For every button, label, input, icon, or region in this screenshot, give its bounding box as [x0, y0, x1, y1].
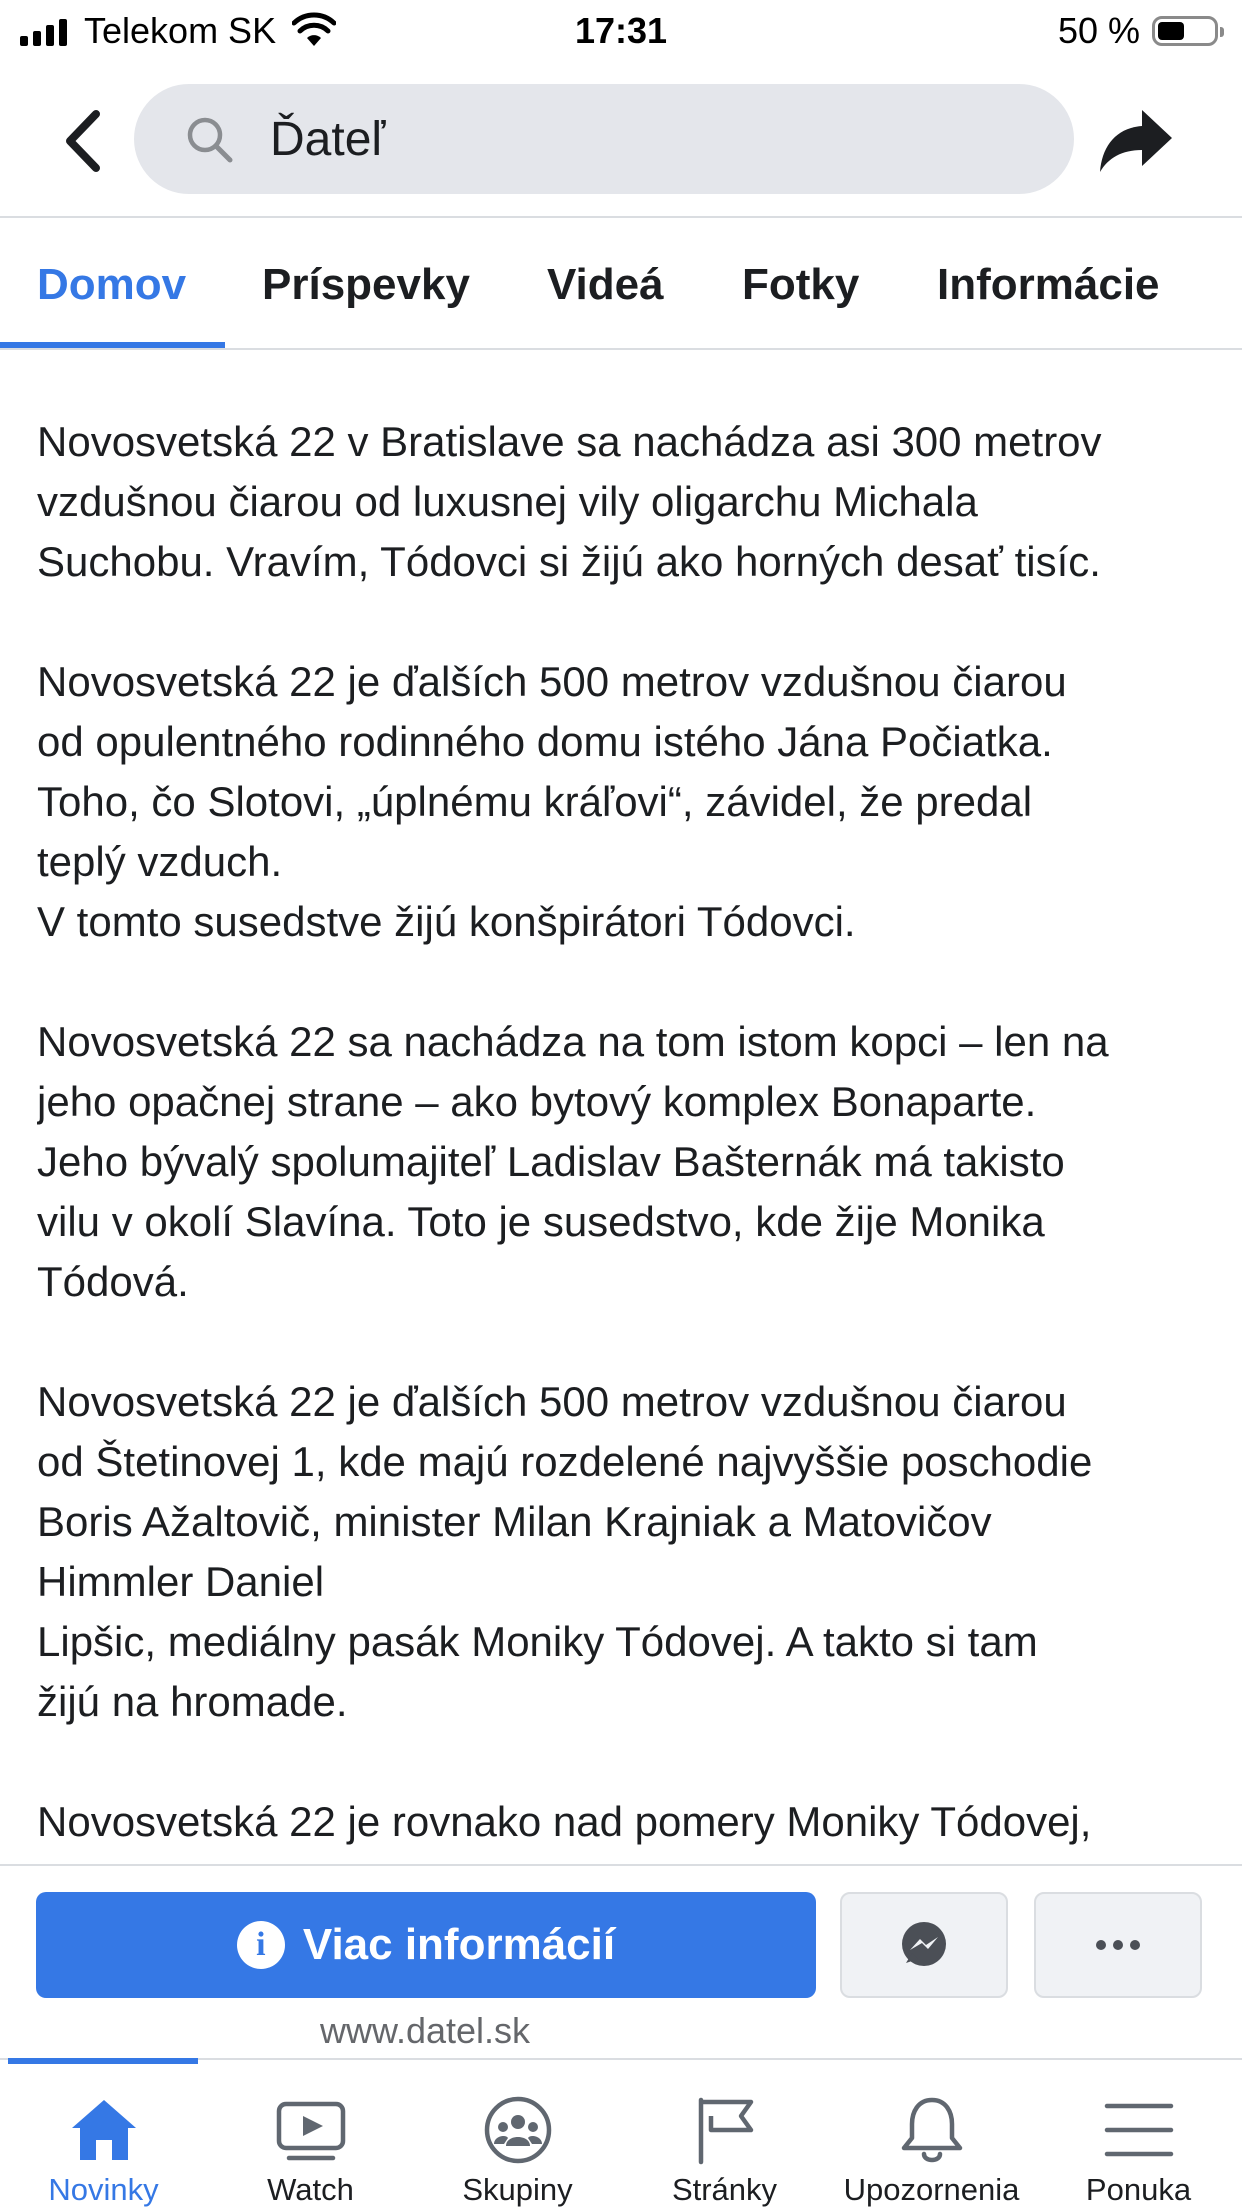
- bell-icon: [896, 2094, 968, 2166]
- groups-icon: [482, 2094, 554, 2166]
- carrier-label: Telekom SK: [84, 10, 277, 51]
- paragraph: Novosvetská 22 sa nachádza na tom istom kopci – len na jeho opačnej strane – ako bytový komplex Bonaparte. Jeho bývalý spolumajiteľ Ladislav Bašternák má takisto vilu v okolí Slavína. Toto je susedstvo, kde žije Monika Tódová.: [37, 1018, 1109, 1305]
- share-arrow-icon[interactable]: [1096, 106, 1176, 176]
- nav-label: Watch: [267, 2172, 354, 2207]
- nav-label: Stránky: [671, 2172, 778, 2207]
- tab-fotky[interactable]: Fotky: [742, 260, 860, 309]
- info-icon: i: [237, 1921, 285, 1969]
- more-info-button[interactable]: [36, 1892, 816, 1998]
- action-bar: [0, 1864, 1242, 2062]
- paragraph: Novosvetská 22 je rovnako nad pomery Moniky Tódovej,: [37, 1798, 1092, 1845]
- watch-icon: [275, 2094, 347, 2166]
- chevron-left-icon[interactable]: [56, 106, 112, 176]
- nav-item-novinky[interactable]: [0, 2060, 207, 2210]
- about-text: [37, 412, 1217, 1862]
- status-bar: [0, 0, 1242, 62]
- battery-icon: [1152, 16, 1218, 46]
- clock: 17:31: [574, 10, 668, 51]
- nav-item-watch[interactable]: [207, 2060, 414, 2210]
- flag-icon: [689, 2094, 761, 2166]
- home-icon: [68, 2094, 140, 2166]
- menu-icon: [1103, 2094, 1175, 2166]
- page-tabs: [0, 216, 1242, 350]
- nav-item-ponuka[interactable]: [1035, 2060, 1242, 2210]
- battery-percentage: 50 %: [1057, 10, 1140, 51]
- paragraph: Novosvetská 22 v Bratislave sa nachádza asi 300 metrov vzdušnou čiarou od luxusnej vily oligarchu Michala Suchobu. Vravím, Tódovci si žijú ako horných desať tisíc.: [37, 418, 1102, 585]
- messenger-icon: [898, 1919, 950, 1971]
- tab-prispevky[interactable]: Príspevky: [262, 260, 470, 309]
- more-options-button[interactable]: [1034, 1892, 1202, 1998]
- website-link[interactable]: www.datel.sk: [319, 2010, 531, 2051]
- nav-label: Novinky: [48, 2172, 159, 2207]
- more-info-label: Viac informácií: [302, 1920, 616, 1969]
- nav-item-upozornenia[interactable]: [828, 2060, 1035, 2210]
- search-icon: [184, 114, 234, 164]
- tab-videa[interactable]: Videá: [547, 260, 664, 309]
- nav-label: Skupiny: [462, 2172, 573, 2207]
- paragraph: Novosvetská 22 je ďalších 500 metrov vzdušnou čiarou od opulentného rodinného domu istého Jána Počiatka. Toho, čo Slotovi, „úplnému kráľovi“, závidel, že predal teplý vzduch. V tomto susedstve žijú konšpirátori Tódovci.: [37, 658, 1067, 945]
- search-bar[interactable]: [134, 84, 1074, 194]
- nav-label: Ponuka: [1085, 2172, 1192, 2207]
- nav-item-stranky[interactable]: [621, 2060, 828, 2210]
- search-input[interactable]: [270, 84, 1030, 194]
- tab-domov[interactable]: Domov: [37, 260, 187, 309]
- bottom-navigation: [0, 2058, 1242, 2210]
- more-icon: [1094, 1938, 1142, 1952]
- nav-label: Upozornenia: [843, 2172, 1020, 2207]
- messenger-button[interactable]: [840, 1892, 1008, 1998]
- tab-informacie[interactable]: Informácie: [937, 260, 1160, 309]
- nav-item-skupiny[interactable]: [414, 2060, 621, 2210]
- search-header: [0, 62, 1242, 218]
- active-tab-indicator: [0, 342, 225, 348]
- paragraph: Novosvetská 22 je ďalších 500 metrov vzdušnou čiarou od Štetinovej 1, kde majú rozdelené najvyššie poschodie Boris Ažaltovič, minister Milan Krajniak a Matovičov Himmler Daniel Lipšic, mediálny pasák Moniky Tódovej. A takto si tam žijú na hromade.: [37, 1378, 1093, 1725]
